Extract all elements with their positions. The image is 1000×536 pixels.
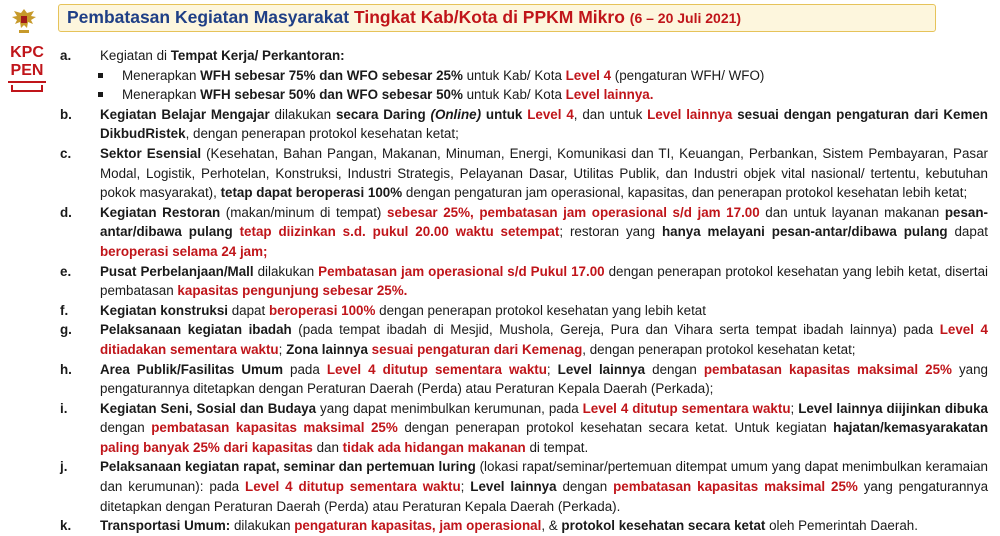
garuda-emblem-icon — [10, 6, 38, 36]
text: dengan — [556, 479, 614, 495]
text: , dan untuk — [573, 106, 648, 122]
text: , & — [541, 518, 562, 534]
text-bold: Pelaksanaan kegiatan rapat, seminar dan pertemuan luring — [100, 459, 476, 475]
text-bold: Transportasi Umum: — [100, 518, 231, 534]
text-red: sebesar 25%, pembatasan jam operasional s/d jam 17.00 — [387, 204, 760, 220]
text-bold: WFH sebesar 75% dan WFO sebesar 25% — [200, 67, 463, 83]
text: dapat — [228, 302, 269, 318]
text-bold: Tempat Kerja/ Perkantoran: — [170, 48, 345, 63]
bullet-icon — [98, 92, 103, 97]
text: dilakukan — [230, 518, 295, 534]
list-item-d — [60, 203, 988, 262]
text-red: paling banyak 25% dari kapasitas — [100, 439, 313, 455]
text: untuk Kab/ Kota — [462, 87, 566, 103]
text: pada — [282, 361, 327, 377]
text: , dengan penerapan protokol kesehatan ketat; — [185, 126, 459, 142]
text: dapat — [947, 224, 988, 240]
logo-line1: KPC — [10, 44, 44, 61]
text: dengan penerapan protokol kesehatan yang lebih ketat, disertai pembatasan — [100, 263, 988, 299]
list-item-g — [60, 320, 988, 359]
title-part2: Tingkat Kab/Kota di PPKM Mikro — [353, 7, 630, 27]
item-letter: j. — [60, 459, 68, 475]
text: dengan pengaturan jam operasional, kapasitas, dan penerapan protokol kesehatan lebih ketat; — [402, 185, 968, 201]
item-letter: k. — [60, 518, 72, 534]
text-bold: Sektor Esensial — [100, 145, 202, 161]
text-bold: Level lainnya — [470, 479, 557, 495]
text: ; — [460, 479, 471, 495]
list-item-c — [60, 144, 988, 203]
text: untuk Kab/ Kota — [462, 67, 566, 83]
text: dengan — [645, 361, 704, 377]
text: Kegiatan di — [100, 48, 171, 63]
item-letter: e. — [60, 263, 72, 279]
kpc-pen-logo — [8, 44, 46, 92]
text: (pengaturan WFH/ WFO) — [611, 67, 765, 83]
text: (pada tempat ibadah di Mesjid, Mushola, Gereja, Pura dan Vihara serta tempat ibadah lainnya) pada — [291, 322, 940, 338]
text-bold-italic: (Online) — [430, 106, 482, 122]
logo-line2: PEN — [8, 62, 46, 83]
text: (lokasi rapat/seminar/pertemuan ditempat umum yang dapat menimbulkan keramaian dan kerumunan): pada — [100, 459, 988, 495]
text: yang pengaturannya ditetapkan dengan Peraturan Daerah (Perda) atau Peraturan Kepala Daerah (Perkada). — [100, 479, 989, 514]
text: , dengan penerapan protokol kesehatan ketat; — [582, 341, 856, 357]
text-bold: Kegiatan Seni, Sosial dan Budaya — [100, 400, 317, 416]
text-red: pembatasan kapasitas maksimal 25% — [703, 361, 952, 377]
text-bold: Pelaksanaan kegiatan ibadah — [100, 322, 292, 338]
text: ; — [790, 400, 799, 416]
item-letter: h. — [60, 361, 72, 377]
text-bold: Kegiatan Restoran — [100, 204, 221, 220]
list-item-e — [60, 262, 988, 301]
text-bold: Kegiatan Belajar Mengajar — [100, 106, 270, 122]
text: di tempat. — [525, 439, 589, 455]
item-letter: g. — [60, 322, 72, 338]
text-red: tetap diizinkan s.d. pukul 20.00 waktu setempat — [239, 224, 560, 240]
list-item-k — [60, 516, 988, 536]
text-red: Level 4 ditutup sementara waktu — [326, 361, 547, 377]
text-red: sesuai pengaturan dari Kemenag — [371, 341, 583, 357]
item-letter: c. — [60, 145, 72, 161]
text — [233, 224, 240, 239]
title-part1: Pembatasan Kegiatan Masyarakat — [67, 7, 354, 27]
text-red: Level 4 ditutup sementara waktu — [245, 479, 461, 495]
item-letter: f. — [60, 302, 69, 318]
text: Menerapkan — [122, 67, 201, 83]
item-letter: b. — [60, 106, 72, 122]
text: (Kesehatan, Bahan Pangan, Makanan, Minuman, Energi, Komunikasi dan TI, Keuangan, Perbankan, Sistem Pembayaran, Pasar Modal, Logistik, Perhotelan, Konstruksi, Industri Strategis, Pelayanan Dasar, Utilitas Publik, dan Industri objek vital nasional/ tertentu, kebutuhan pokok masyarakat), — [100, 145, 988, 201]
text-bold: Area Publik/Fasilitas Umum — [100, 361, 283, 377]
text-bold: protokol kesehatan secara ketat — [561, 518, 766, 534]
text: dan — [312, 439, 343, 455]
text-red: Level 4 — [565, 67, 612, 83]
text: Menerapkan — [122, 87, 201, 103]
text: ; restoran yang — [559, 224, 662, 240]
text-bold: sesuai dengan pengaturan dari Kemen DikbudRistek — [100, 106, 988, 142]
text-red: pembatasan kapasitas maksimal 25% — [613, 479, 858, 495]
item-letter: i. — [60, 400, 68, 416]
list-subitem-a1 — [60, 66, 988, 86]
text: dengan penerapan protokol kesehatan secara ketat. Untuk kegiatan — [397, 420, 834, 436]
text-red: pembatasan kapasitas maksimal 25% — [151, 420, 398, 436]
text: ; — [278, 341, 287, 357]
list-item-b — [60, 105, 988, 144]
item-letter: a. — [60, 48, 72, 63]
text: (makan/minum di tempat) — [220, 204, 387, 220]
text-red: beroperasi 100% — [268, 302, 376, 318]
list-subitem-a2 — [60, 85, 988, 105]
text: yang pengaturannya ditetapkan dengan Peraturan Daerah (Perda) atau Peraturan Kepala Daerah (Perkada); — [100, 361, 988, 397]
bullet-icon — [98, 73, 103, 78]
page-title — [58, 4, 936, 32]
text: oleh Pemerintah Daerah. — [765, 518, 918, 534]
text-bold: secara Daring — [335, 106, 431, 122]
text-bold: pesan-antar/dibawa pulang — [100, 204, 988, 240]
text-red: pengaturan kapasitas, jam operasional — [294, 518, 542, 534]
text-red: Level lainnya — [647, 106, 733, 122]
text-bold: tetap dapat beroperasi 100% — [220, 185, 403, 201]
text-red: Level 4 ditiadakan sementara waktu — [100, 322, 988, 357]
list-item-h — [60, 360, 988, 399]
text: dilakukan — [253, 263, 319, 279]
text-red: tidak ada hidangan makanan — [342, 439, 526, 455]
list-item-i — [60, 399, 988, 458]
text: ; — [546, 361, 558, 377]
regulation-list — [60, 46, 988, 536]
text-bold: Level lainnya — [557, 361, 646, 377]
text: dan untuk layanan makanan — [759, 204, 945, 220]
text-bold: Level lainnya diijinkan dibuka — [798, 400, 988, 416]
text: dengan penerapan protokol kesehatan yang lebih ketat — [375, 302, 706, 318]
text-red: Level lainnya. — [565, 87, 654, 103]
text-bold: WFH sebesar 50% dan WFO sebesar 50% — [200, 87, 463, 103]
text: dengan — [100, 420, 152, 436]
text-bold: hajatan/kemasyarakatan — [833, 420, 989, 436]
list-item-j — [60, 457, 988, 516]
text-bold: untuk — [481, 106, 528, 122]
text-bold: hanya melayani pesan-antar/dibawa pulang — [661, 224, 948, 240]
list-item-a — [60, 46, 988, 66]
item-letter: d. — [60, 204, 72, 220]
text-red: Pembatasan jam operasional s/d Pukul 17.00 — [318, 263, 605, 279]
text-bold: Pusat Perbelanjaan/Mall — [100, 263, 254, 279]
title-dates: (6 – 20 Juli 2021) — [629, 10, 742, 26]
text: dilakukan — [269, 106, 336, 122]
list-item-f — [60, 301, 988, 321]
text-bold: Kegiatan konstruksi — [100, 302, 228, 318]
text-red: beroperasi selama 24 jam; — [100, 243, 268, 259]
text-red: Level 4 ditutup sementara waktu — [582, 400, 791, 416]
text-red: kapasitas pengunjung sebesar 25%. — [177, 283, 408, 299]
text: yang dapat menimbulkan kerumunan, pada — [316, 400, 583, 416]
text-bold: Zona lainnya — [286, 341, 368, 357]
logo-bar — [11, 85, 43, 92]
text-red: Level 4 — [527, 106, 574, 122]
